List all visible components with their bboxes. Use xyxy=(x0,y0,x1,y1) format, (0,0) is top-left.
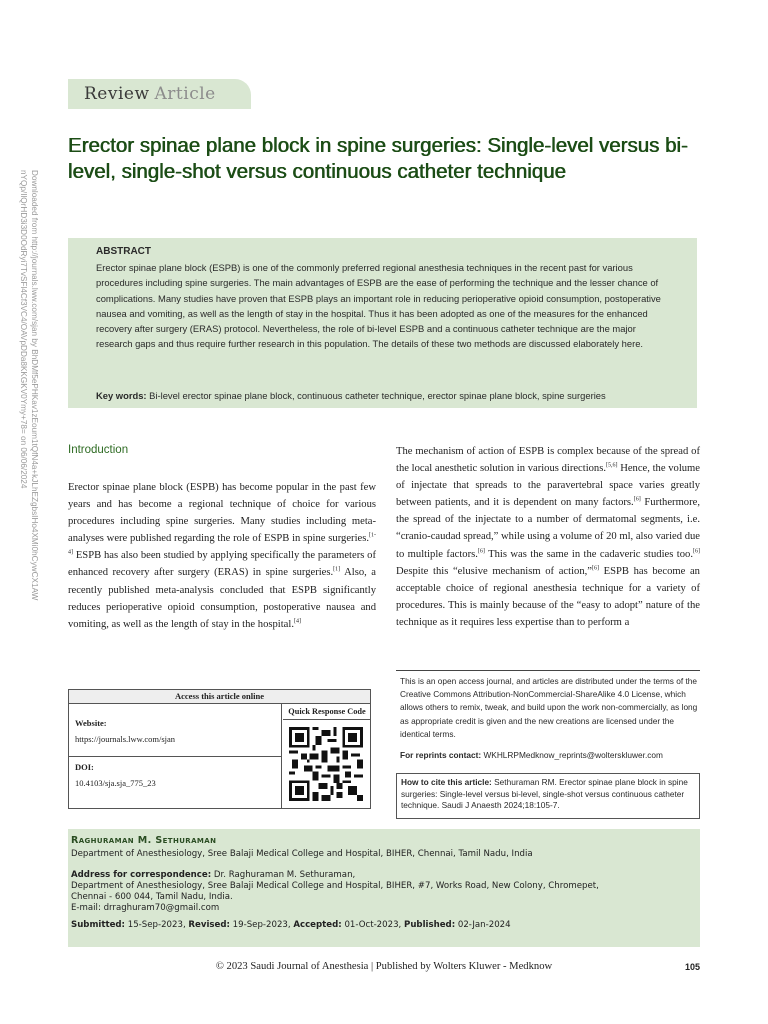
correspondence-label: Address for correspondence: xyxy=(71,870,212,880)
correspondence-address xyxy=(71,870,700,914)
citation-text: Sethuraman RM. Erector spinae plane block in spine surgeries: Single-level versus bi-level, single-shot versus continuous catheter technique. Saudi J Anaesth 2024;18:105-7. xyxy=(401,777,688,810)
right-text-1: The mechanism of action of ESPB is complex because of the spread of the local anesthetic solution in various directions. xyxy=(396,446,700,475)
ref-6-b[interactable]: [6] xyxy=(477,548,485,555)
access-online-box xyxy=(68,689,371,809)
article-title: Erector spinae plane block in spine surgeries: Single-level versus bi-level, single-shot versus continuous catheter technique xyxy=(68,134,688,183)
website-link[interactable]: https://journals.lww.com/sjan xyxy=(75,734,176,744)
reprints-label: For reprints contact: xyxy=(400,750,482,761)
correspondence-line-2: Department of Anesthesiology, Sree Balaji Medical College and Hospital, BIHER, #7, Works Road, New Colony, Chromepet, xyxy=(71,881,599,891)
citation-box xyxy=(396,773,700,819)
ref-5-6[interactable]: [5,6] xyxy=(606,462,618,469)
revised-label: Revised: xyxy=(188,920,230,930)
keywords-text: Bi-level erector spinae plane block, continuous catheter technique, erector spinae plane block, spine surgeries xyxy=(149,390,606,401)
article-dates xyxy=(71,920,700,931)
license-notice xyxy=(396,670,700,762)
ref-4[interactable]: [4] xyxy=(293,618,301,625)
website-label: Website: xyxy=(75,718,107,728)
published-label: Published: xyxy=(404,920,456,930)
access-heading: Access this article online xyxy=(69,690,370,704)
download-notice xyxy=(8,170,40,630)
article-type-banner xyxy=(68,79,251,109)
accepted-date: 01-Oct-2023, xyxy=(344,920,402,930)
page-number: 105 xyxy=(684,962,700,972)
page-footer xyxy=(68,961,700,975)
published-date: 02-Jan-2024 xyxy=(457,920,511,930)
reprints-contact xyxy=(400,749,700,762)
access-website xyxy=(75,718,175,744)
ref-6-a[interactable]: [6] xyxy=(633,496,641,503)
article-type-word-1: Review xyxy=(84,84,150,104)
ref-1[interactable]: [1] xyxy=(333,566,341,573)
right-text-3: Furthermore, the spread of the injectate to a number of dermatomal segments, i.e. “cranio-caudad spread,” while using a volume of 20 ml, also varied due to multiple factors. xyxy=(396,497,700,560)
access-divider xyxy=(69,756,282,757)
access-info xyxy=(69,704,282,808)
correspondence-name: Dr. Raghuraman M. Sethuraman, xyxy=(213,870,356,880)
reprints-email[interactable]: WKHLRPMedknow_reprints@wolterskluwer.com xyxy=(483,750,663,761)
ref-6-c[interactable]: [6] xyxy=(692,548,700,555)
right-column-text xyxy=(396,443,700,631)
left-text-1: Erector spinae plane block (ESPB) has become popular in the past few years and has become a regional technique of choice for various procedures including spine surgeries. Many studies including meta-analyses were published regarding the role of ESPB in spine surgeries. xyxy=(68,482,376,545)
submitted-label: Submitted: xyxy=(71,920,125,930)
left-column-text xyxy=(68,479,376,633)
ref-1-4[interactable]: [1-4] xyxy=(68,532,376,556)
access-doi xyxy=(75,762,156,788)
download-notice-line-1: Downloaded from http://journals.lww.com/sjan by BhDMf5ePHKav1zEoum1tQfN4a+kJLhEZgbsIHo4XMi0hCywCX1AW xyxy=(30,170,39,601)
revised-date: 19-Sep-2023, xyxy=(232,920,291,930)
submitted-date: 15-Sep-2023, xyxy=(127,920,186,930)
right-text-4: This was the same in the cadaveric studies too. xyxy=(484,548,693,560)
abstract-box xyxy=(68,238,697,408)
citation-label: How to cite this article: xyxy=(401,777,492,787)
footer-copyright: © 2023 Saudi Journal of Anesthesia | Published by Wolters Kluwer - Medknow xyxy=(215,961,553,972)
accepted-label: Accepted: xyxy=(293,920,342,930)
license-text: This is an open access journal, and articles are distributed under the terms of the Creative Commons Attribution-NonCommercial-ShareAlike 4.0 License, which allows others to remix, tweak, and build upon the work non-commercially, as long as appropriate credit is given and the new creations are licensed under the identical terms. xyxy=(400,676,698,739)
right-text-6: ESPB has become an acceptable choice of regional anesthesia technique for a variety of procedures. This is mainly because of the “easy to adopt” nature of the technique as it requires less expertise than to perform a xyxy=(396,565,700,628)
author-affiliation: Department of Anesthesiology, Sree Balaji Medical College and Hospital, BIHER, Chennai, Tamil Nadu, India xyxy=(71,849,533,859)
author-info-box xyxy=(68,829,700,947)
author-name: Raghuraman M. Sethuraman xyxy=(71,835,217,846)
correspondence-line-3: Chennai - 600 044, Tamil Nadu, India. xyxy=(71,892,233,902)
qr-code[interactable] xyxy=(289,727,363,801)
download-notice-line-2: nYQp/IlQrHD3i3D0OdRyi7TvSFl4Cf3VC4/OAVpDDa8KKGKV0Ymy+78= on 06/06/2024 xyxy=(19,170,28,489)
doi-label: DOI: xyxy=(75,762,94,772)
keywords xyxy=(96,388,606,403)
ref-6-d[interactable]: [6] xyxy=(591,565,599,572)
correspondence-email[interactable]: E-mail: drraghuram70@gmail.com xyxy=(71,903,220,913)
left-text-3: Also, a recently published meta-analysis concluded that ESPB significantly reduces perioperative opioid consumption, postoperative nausea and vomiting, as well as the length of stay in the hospital. xyxy=(68,567,376,630)
right-text-2: Hence, the volume of injectate that spreads to the paravertebral space varies greatly between patients, and it is dependent on many factors. xyxy=(396,463,701,509)
qr-label: Quick Response Code xyxy=(283,704,371,720)
abstract-heading: ABSTRACT xyxy=(96,246,151,257)
article-type-word-2: Article xyxy=(154,84,216,104)
right-text-5: Despite this “elusive mechanism of action,” xyxy=(396,565,592,577)
introduction-heading: Introduction xyxy=(68,444,129,456)
abstract-text: Erector spinae plane block (ESPB) is one of the commonly preferred regional anesthesia techniques in the recent past for various procedures including spine surgeries. The main advantages of ESPB are the ease of performing the technique and the lesser chance of complications. Many studies have proven that ESPB plays an important role in reducing perioperative opioid consumption, postoperative nausea and vomiting, as well as the length of stay in the hospital. Thus it has been adopted as one of the measures for the enhanced recovery after surgery (ERAS) protocol. Nevertheless, the role of bi-level ESPB and a continuous catheter technique are the major research gaps and thus require further research in this population. The details of these two methods are discussed elaborately here. xyxy=(96,262,661,350)
left-text-2: ESPB has also been studied by applying specifically the parameters of enhanced recovery after surgery (ERAS) in spine surgeries. xyxy=(68,550,376,579)
doi-link[interactable]: 10.4103/sja.sja_775_23 xyxy=(75,778,156,788)
keywords-label: Key words: xyxy=(96,390,147,401)
